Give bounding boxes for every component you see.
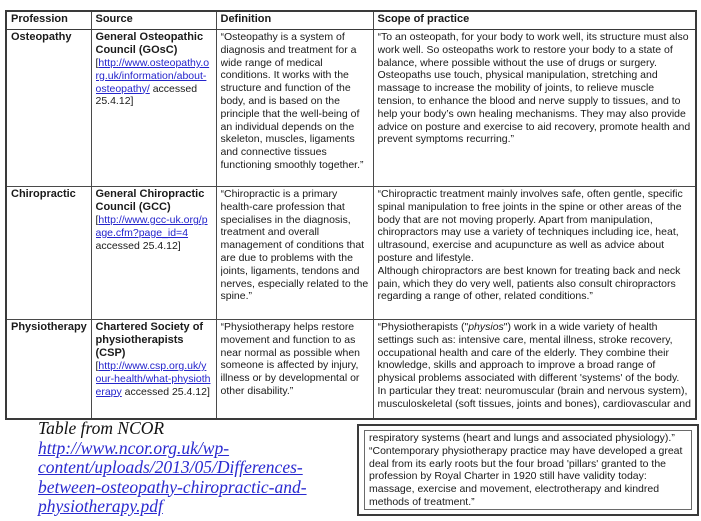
scope-continuation-text-box — [364, 430, 692, 510]
profession-label: Chiropractic — [11, 188, 76, 200]
scope-text-italic: physios — [468, 321, 504, 333]
column-header-definition: Definition — [216, 11, 373, 30]
cell-chiropractic-profession — [6, 187, 91, 320]
scope-paragraph-1: “Chiropractic treatment mainly involves safe, often gentle, specific spinal manipulation to free joints in the spine or other areas of the body that are not moving properly. Apart from manipulation, chiropractors may use a variety of techniques including ice, heat, ultrasound, exercise and acupuncture as well as advice about posture and lifestyle. — [377, 188, 683, 264]
cell-chiropractic-definition — [216, 187, 373, 320]
source-accessed-text: accessed 25.4.12] — [95, 239, 181, 252]
scope-text-prefix: “Physiotherapists (" — [377, 321, 469, 333]
cell-physiotherapy-source — [91, 320, 216, 419]
cell-osteopathy-source — [91, 30, 216, 187]
scope-continuation-outer-box — [357, 424, 699, 516]
cell-chiropractic-source — [91, 187, 216, 320]
ncor-pdf-link-line-3[interactable]: between-osteopathy-chiropractic-and- — [38, 476, 307, 497]
bracket-open: [ — [95, 57, 99, 69]
table-row-chiropractic — [6, 187, 696, 320]
cell-physiotherapy-scope — [373, 320, 696, 419]
ncor-pdf-link-line-1[interactable]: http://www.ncor.org.uk/wp- — [38, 437, 230, 458]
source-org-name: General Osteopathic Council (GOsC) — [95, 31, 204, 56]
continuation-line: respiratory systems (heart and lungs and associated physiology).” — [369, 432, 675, 444]
comparison-table — [5, 10, 697, 420]
bracket-open: [ — [95, 214, 99, 226]
scope-text-rest: ") work in a wide variety of health settings such as: intensive care, mental illness, stroke recovery, occupational health and care of the elderly. They combine their knowledge, skills and approach to improve a broad range of physical problems associated with different 'systems' of the body. In particular they treat: neuromuscular (brain and nervous system), musculoskeletal (soft tissues, joints and bones), cardiovascular and — [377, 321, 691, 410]
definition-text: “Osteopathy is a system of diagnosis and treatment for a wide range of medical conditions. It works with the structure and function of the body, and is based on the principle that the well-being of an individual depends on the skeleton, muscles, ligaments and connective tissues functioning smoothly together.” — [220, 31, 364, 171]
osteopathy-source-link[interactable]: http://www.osteopathy.org.uk/information/about-osteopathy/ — [95, 57, 210, 95]
column-header-source: Source — [91, 11, 216, 30]
cell-chiropractic-scope — [373, 187, 696, 320]
bracket-open: [ — [95, 360, 99, 372]
definition-text: “Chiropractic is a primary health-care profession that specialises in the diagnosis, treatment and overall management of conditions that are due to problems with the joints, ligaments, tendons and nerves, especially related to the spine.” — [220, 188, 369, 303]
table-caption — [38, 419, 368, 517]
header-row — [6, 11, 696, 30]
cell-osteopathy-scope — [373, 30, 696, 187]
cell-physiotherapy-profession — [6, 320, 91, 419]
profession-label: Osteopathy — [11, 31, 72, 43]
cell-osteopathy-profession — [6, 30, 91, 187]
profession-label: Physiotherapy — [11, 321, 87, 333]
ncor-pdf-link-line-4[interactable]: physiotherapy.pdf — [38, 496, 163, 516]
definition-text: “Physiotherapy helps restore movement and function to as near normal as possible when someone is affected by injury, illness or by developmental or other disability.” — [220, 321, 360, 397]
ncor-pdf-link-line-2[interactable]: content/uploads/2013/05/Differences- — [38, 457, 303, 477]
scope-paragraph-2: Although chiropractors are best known for treating back and neck pain, which they do very well, patients also consult chiropractors regarding a range of other, related conditions.” — [377, 264, 681, 303]
column-header-scope: Scope of practice — [373, 11, 696, 30]
table-row-physiotherapy — [6, 320, 696, 419]
cell-physiotherapy-definition — [216, 320, 373, 419]
source-accessed-text: accessed 25.4.12] — [121, 385, 210, 398]
source-accessed-text: accessed 25.4.12] — [95, 82, 198, 108]
caption-title: Table from NCOR — [38, 418, 165, 438]
source-org-name: General Chiropractic Council (GCC) — [95, 188, 205, 213]
column-header-profession: Profession — [6, 11, 91, 30]
cell-osteopathy-definition — [216, 30, 373, 187]
physiotherapy-source-link[interactable]: http://www.csp.org.uk/your-health/what-physiotherapy — [95, 360, 211, 398]
chiropractic-source-link[interactable]: http://www.gcc-uk.org/page.cfm?page_id=4 — [95, 214, 208, 239]
table-row-osteopathy — [6, 30, 696, 187]
continuation-quote: “Contemporary physiotherapy practice may have developed a great deal from its early roots but the four broad 'pillars' granted to the profession by Royal Charter in 1920 still have validity today: massage, exercise and movement, electrotherapy and kindred methods of treatment.” — [369, 444, 683, 508]
scope-text: “To an osteopath, for your body to work well, its structure must also work well. So osteopaths work to restore your body to a state of balance, where possible without the use of drugs or surgery. Osteopaths use touch, physical manipulation, stretching and massage to increase the mobility of joints, to relieve muscle tension, to enhance the blood and nerve supply to tissues, and to help your body’s own healing mechanisms. They may also provide advice on posture and exercise to aid recovery, promote health and prevent symptoms recurring.” — [377, 31, 691, 146]
source-org-name: Chartered Society of physiotherapists (CSP) — [95, 321, 204, 359]
